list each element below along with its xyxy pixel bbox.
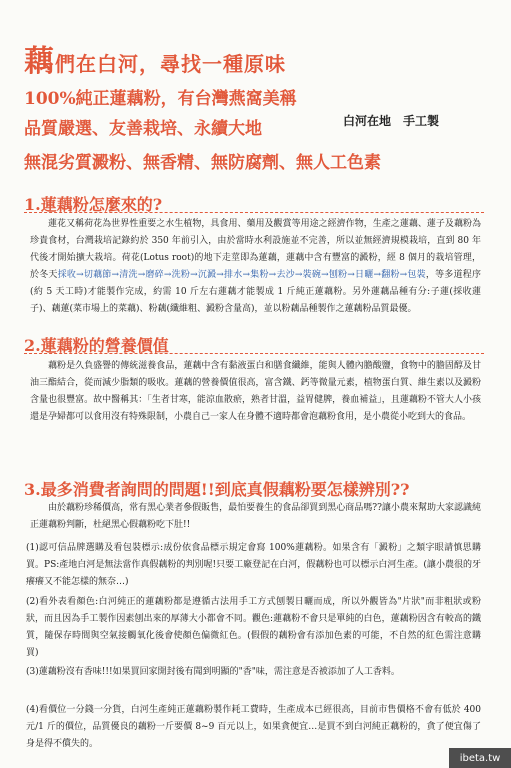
- section3-item-2: (2)看外表看顏色:白河純正的蓮藕粉都是遵循古法用手工方式刨製日曬而成，所以外觀皆為"片狀"而非粗狀或粉狀，而且因為手工製作因素刨出來的厚薄大小都會不同。觀色:蓮藕粉不會只是單純的白色，蓮藕粉因含有較高的鐵質，隨保存時間與空氣接觸氧化後會使顏色偏微紅色。(假假的藕粉會有添加色素的可能，不自然的紅色需注意購買): [26, 597, 481, 658]
- section2-divider: [24, 353, 484, 354]
- section2-paragraph: 藕粉是久負盛譽的傳統滋養食品，蓮藕中含有黏液蛋白和膳食纖維，能與人體內膽酸鹽，食物中的膽固醇及甘油三酯結合，從而減少脂類的吸收。蓮藕的營養價值很高，富含鐵、鈣等微量元素，植物蛋白質、維生素以及澱粉含量也很豐富。故中醫稱其：「生者甘寒，能涼血散瘀，熟者甘溫，益胃健脾，養血補益」，且蓮藕粉不管大人小孩還是孕婦都可以食用沒有特殊限制，小農自己一家人在身體不適時都會泡藕粉食用，是小農從小吃到大的食品。: [30, 361, 481, 422]
- headline-no-additives: 無混劣質澱粉、無香精、無防腐劑、無人工色素: [24, 153, 381, 173]
- section1-text-b: ，等多道程序(約 5 天工時)才能製作完成，約需 10 斤左右蓮藕才能製成 1 斤純正蓮藕粉。另外蓮藕品種有分:子蓮(採收蓮子)、藕蓮(菜市場上的菜藕)、粉藕(纖維粗、澱粉含量高)，並以粉藕品種製作之蓮藕粉品質最優。: [30, 270, 481, 314]
- section3-intro: 由於藕粉珍稀價高，常有黑心業者參假販售，最怕要養生的食品卻買到黑心商品嗎??讓小農來幫助大家認識純正蓮藕粉判斷，杜絕黑心假藕粉吃下肚!!: [30, 503, 481, 530]
- headline-main-text: 們在白河，尋找一種原味: [55, 52, 286, 76]
- section3-item-1: (1)認可信品牌選購及看包裝標示:成份依食品標示規定會寫 100%蓮藕粉。如果含有「澱粉」之類字眼請慎思購買。PS:產地白河是無法當作真假藕粉的判別喔!只要工廠登記在白河，假藕粉也可以標示白河生產。(讓小農很的牙癢癢又不能怎樣的無奈…): [26, 543, 481, 587]
- headline-quality: 品質嚴選、友善栽培、永續大地: [24, 119, 262, 139]
- watermark-text: ibeta.tw: [459, 752, 501, 764]
- side-note: 白河在地 手工製: [343, 114, 440, 128]
- section3-item-4: (4)看價位一分錢一分貨，白河生產純正蓮藕粉製作耗工費時，生產成本已經很高，目前市售價格不會有低於 400 元/1 斤的價位，品質優良的藕粉一斤要價 8~9 百元以上，如果貪便宜…是買不到白河純正藕粉的，貪了便宜傷了身是得不償失的。: [26, 705, 481, 749]
- section1-text-a: 蓮花又稱荷花為世界性重要之水生植物，具食用、藥用及觀賞等用途之經濟作物，生產之蓮藕、蓮子及藕粉為珍貴食材，台灣栽培記錄約於 350 年前引入，由於當時水利設施並不完善，所以並無經濟規模栽培，直到 80 年代後才開始擴大栽培。荷花(Lotus root)的地下走莖即為蓮藕，蓮藕中含有豐富的澱粉，經 8 個月的栽培管理，於冬天: [30, 219, 481, 280]
- section1-divider: [24, 212, 484, 213]
- headline-big-character: 藕: [24, 44, 55, 79]
- process-steps: 採收→切藕節→清洗→磨碎→洗粉→沉澱→排水→集粉→去沙→裝碗→刨粉→日曬→翻粉→包裝: [57, 270, 426, 280]
- watermark-badge: [449, 748, 511, 768]
- headline-main: [24, 36, 286, 80]
- section1-paragraph: [30, 216, 481, 318]
- section2-title: 2.蓮藕粉的營養價值: [24, 336, 169, 355]
- section3-title: 3.最多消費者詢問的問題!!到底真假藕粉要怎樣辨別??: [24, 480, 410, 499]
- section1-title: 1.蓮藕粉怎麼來的?: [24, 195, 163, 214]
- headline-purity: 100%純正蓮藕粉，有台灣燕窩美稱: [24, 89, 297, 109]
- section3-item-3: (3)蓮藕粉沒有香味!!!如果買回家開封後有聞到明顯的"香"味，需注意是否被添加了人工香料。: [26, 667, 400, 677]
